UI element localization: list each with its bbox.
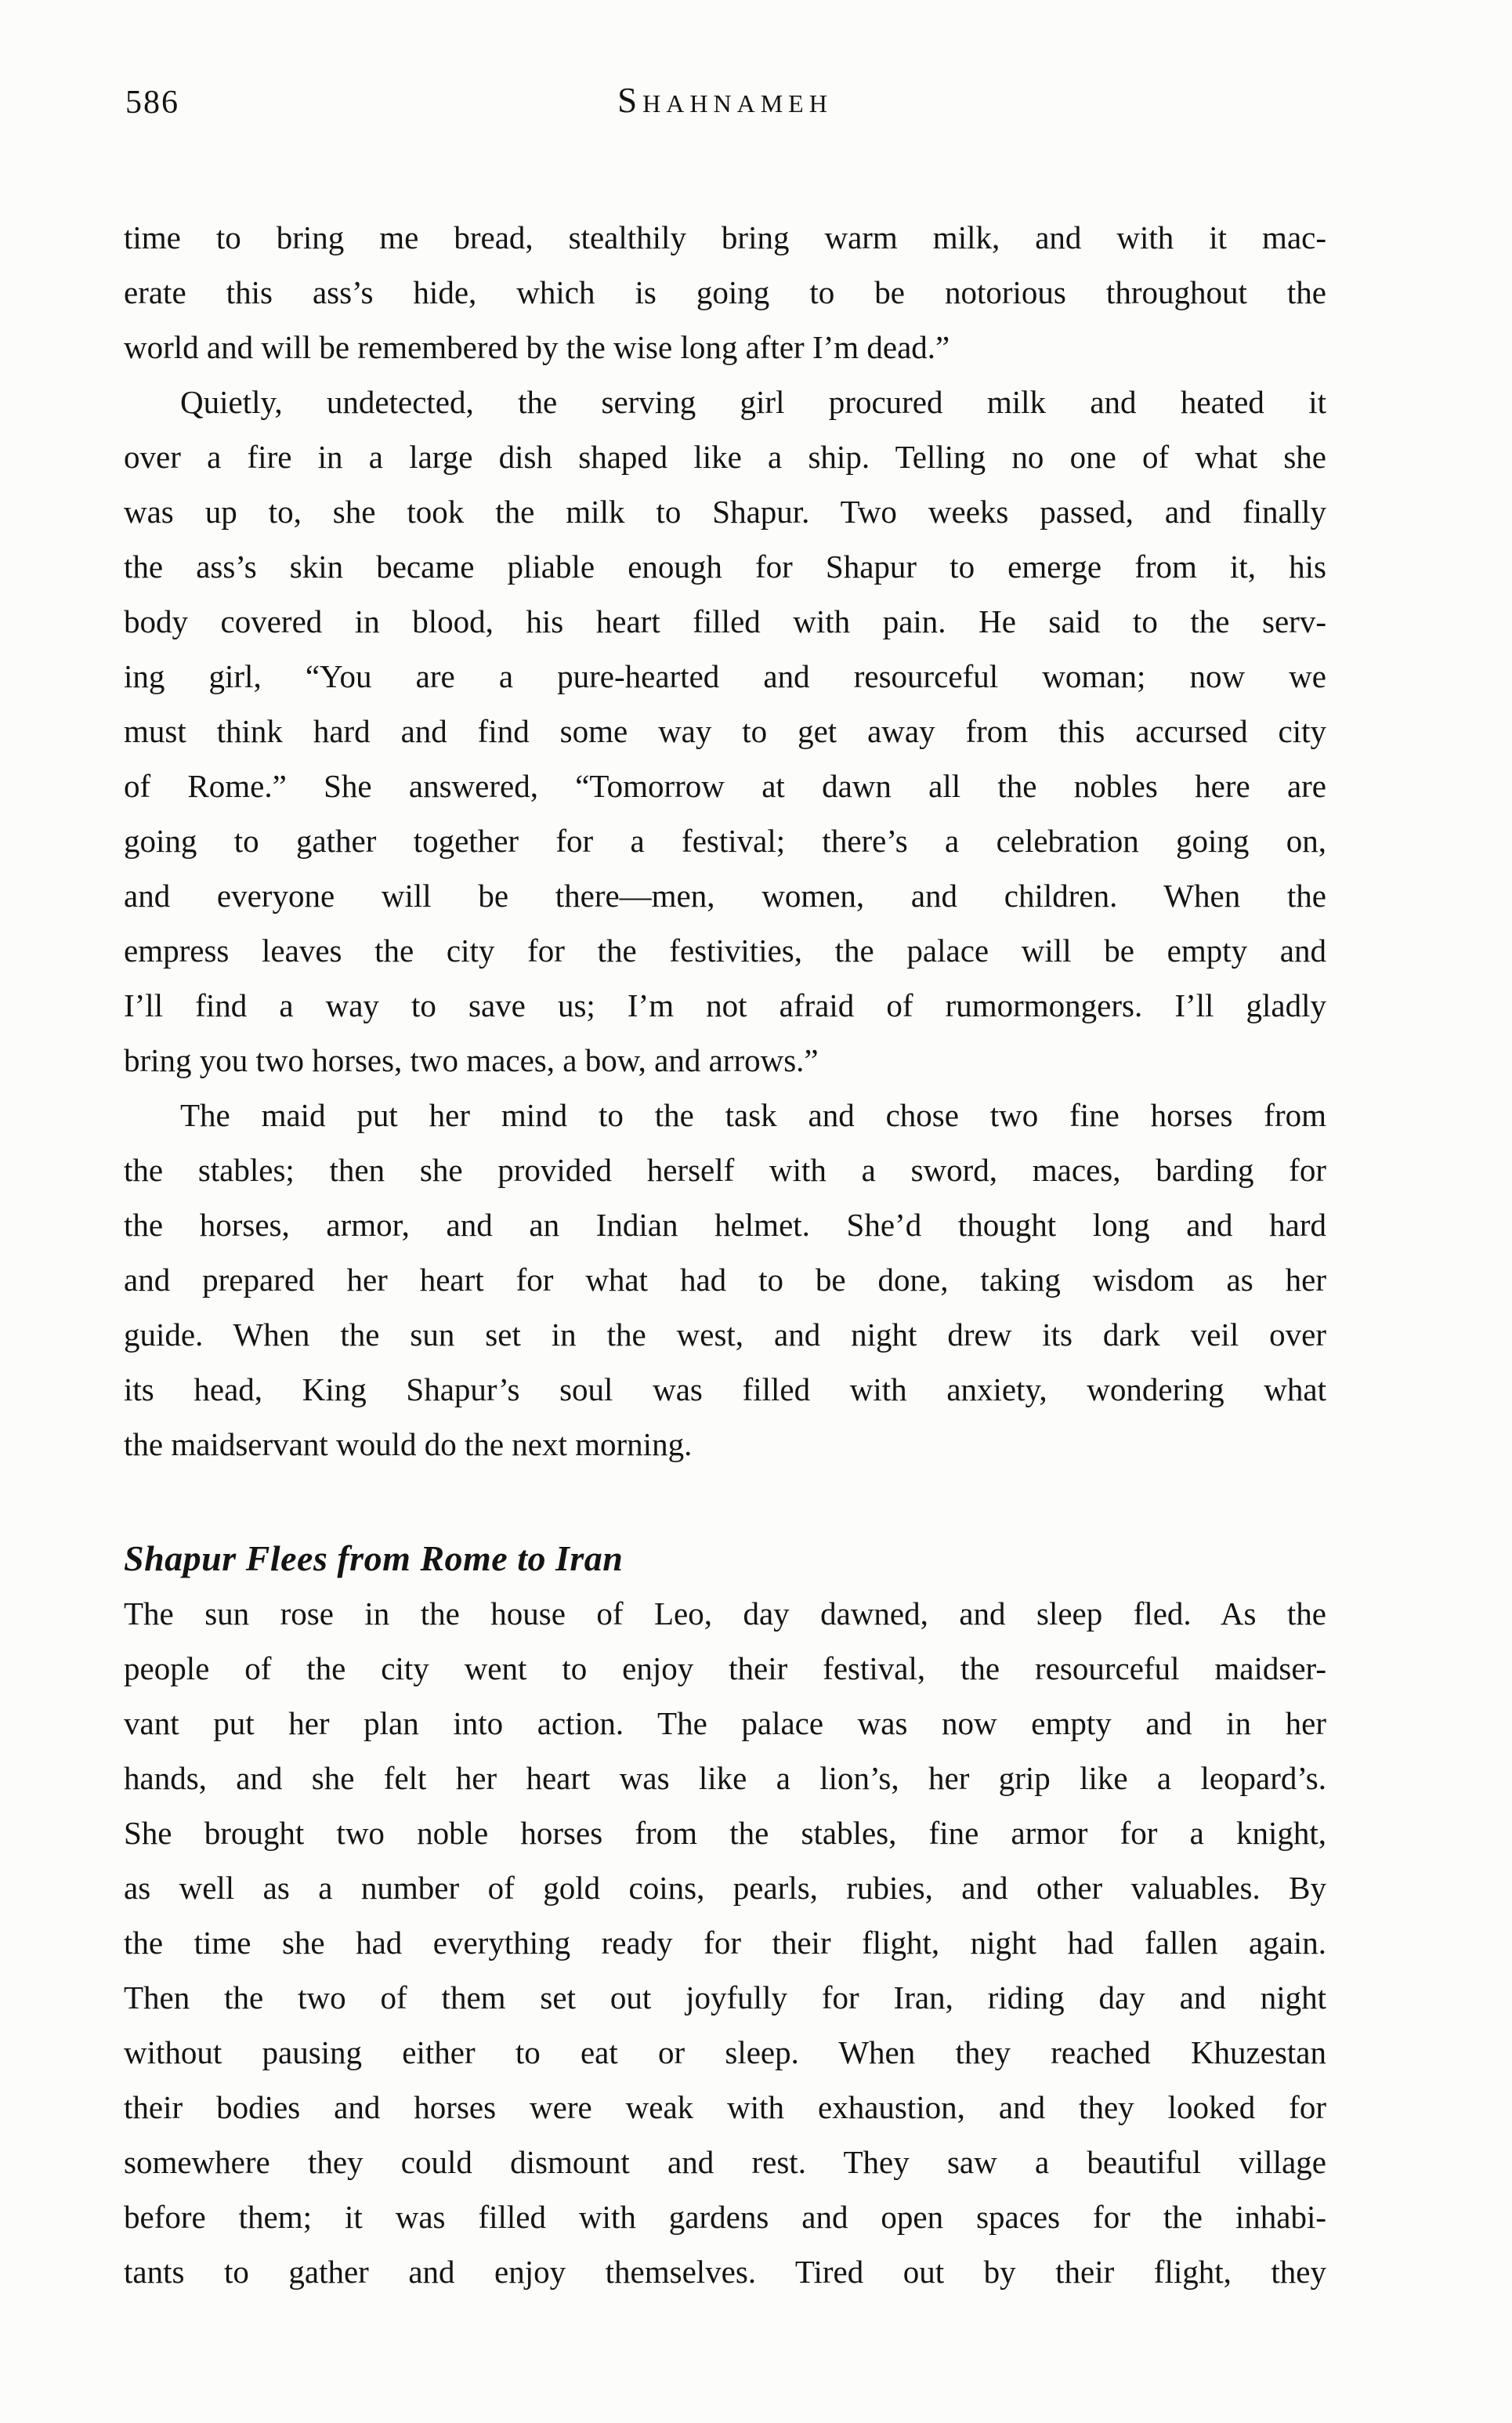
page-header	[124, 80, 1326, 130]
text-line: as well as a number of gold coins, pearls, rubies, and other valuables. By	[124, 1870, 1326, 1906]
text-line: and prepared her heart for what had to be done, taking wisdom as her	[124, 1262, 1326, 1298]
text-line: was up to, she took the milk to Shapur. Two weeks passed, and finally	[124, 494, 1326, 530]
running-title: Shahnameh	[617, 81, 833, 120]
text-line: of Rome.” She answered, “Tomorrow at dawn all the nobles here are	[124, 768, 1326, 804]
text-line: without pausing either to eat or sleep. When they reached Khuzestan	[124, 2034, 1326, 2070]
text-line: I’ll find a way to save us; I’m not afraid of rumormongers. I’ll gladly	[124, 987, 1326, 1023]
text-line: guide. When the sun set in the west, and night drew its dark veil over	[124, 1317, 1326, 1353]
text-line: Quietly, undetected, the serving girl procured milk and heated it	[180, 384, 1326, 420]
text-line: the time she had everything ready for their flight, night had fallen again.	[124, 1925, 1326, 1961]
page-number: 586	[125, 85, 179, 121]
text-line: somewhere they could dismount and rest. They saw a beautiful village	[124, 2144, 1326, 2180]
text-line: over a fire in a large dish shaped like a ship. Telling no one of what she	[124, 439, 1326, 475]
text-line: their bodies and horses were weak with exhaustion, and they looked for	[124, 2089, 1326, 2125]
text-line: tants to gather and enjoy themselves. Tired out by their flight, they	[124, 2254, 1326, 2290]
text-line: ing girl, “You are a pure-hearted and resourceful woman; now we	[124, 658, 1326, 694]
text-line: Then the two of them set out joyfully for Iran, riding day and night	[124, 1979, 1326, 2016]
text-line: bring you two horses, two maces, a bow, and arrows.”	[124, 1042, 819, 1078]
text-line: erate this ass’s hide, which is going to be notorious throughout the	[124, 274, 1326, 310]
text-line: time to bring me bread, stealthily bring warm milk, and with it mac-	[124, 219, 1326, 255]
text-line: She brought two noble horses from the stables, fine armor for a knight,	[124, 1815, 1326, 1851]
text-line: empress leaves the city for the festivities, the palace will be empty and	[124, 933, 1326, 969]
text-line: The sun rose in the house of Leo, day dawned, and sleep fled. As the	[124, 1595, 1326, 1632]
text-line: hands, and she felt her heart was like a lion’s, her grip like a leopard’s.	[124, 1760, 1326, 1796]
body-text	[124, 210, 1326, 2299]
text-line: its head, King Shapur’s soul was filled with anxiety, wondering what	[124, 1371, 1326, 1407]
text-line: must think hard and find some way to get away from this accursed city	[124, 713, 1326, 749]
text-line: before them; it was filled with gardens and open spaces for the inhabi-	[124, 2199, 1326, 2235]
text-line: the ass’s skin became pliable enough for Shapur to emerge from it, his	[124, 549, 1326, 585]
text-line: vant put her plan into action. The palace was now empty and in her	[124, 1705, 1326, 1741]
text-line: and everyone will be there—men, women, and children. When the	[124, 878, 1326, 914]
text-line: body covered in blood, his heart filled with pain. He said to the serv-	[124, 603, 1326, 639]
text-line: people of the city went to enjoy their festival, the resourceful maidser-	[124, 1650, 1326, 1686]
text-line: the maidservant would do the next morning.	[124, 1426, 693, 1462]
text-line: the stables; then she provided herself with a sword, maces, barding for	[124, 1152, 1326, 1188]
text-line: The maid put her mind to the task and chose two fine horses from	[180, 1097, 1326, 1133]
section-heading: Shapur Flees from Rome to Iran	[124, 1538, 624, 1578]
text-line: the horses, armor, and an Indian helmet. She’d thought long and hard	[124, 1207, 1326, 1243]
text-line: going to gather together for a festival; there’s a celebration going on,	[124, 823, 1326, 859]
text-line: world and will be remembered by the wise long after I’m dead.”	[124, 329, 950, 365]
